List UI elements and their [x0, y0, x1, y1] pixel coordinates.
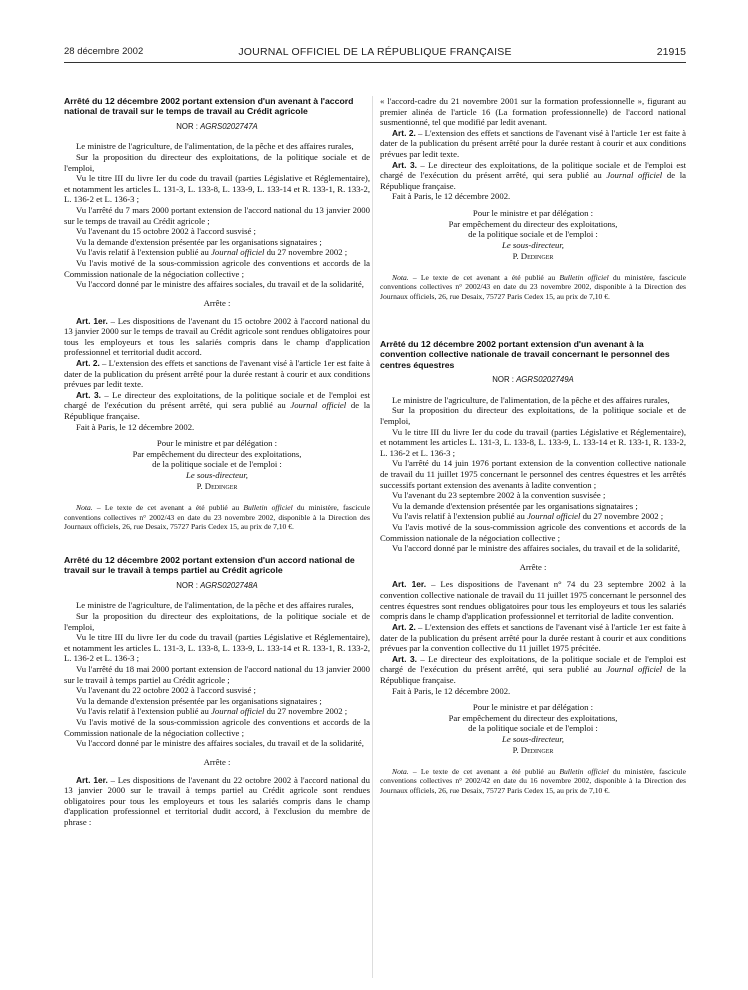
journal-ref: Journal officiel	[211, 247, 265, 258]
article-3	[380, 654, 686, 686]
paragraph: Le ministre de l'agriculture, de l'alimentation, de la pêche et des affaires rurales,	[76, 600, 354, 611]
article-text: – L'extension des effets et sanctions de l'avenant visé à l'article 1er est faite à dater de la publication du présent arrêté pour la durée restant à courir et aux conditions prévues par ledit texte.	[64, 357, 370, 390]
place-date: Fait à Paris, le 12 décembre 2002.	[76, 421, 195, 432]
nor-reference	[64, 122, 370, 132]
decree-1	[64, 96, 370, 531]
paragraph: Vu l'accord donné par le ministre des affaires sociales, du travail et de la solidarité,	[392, 543, 680, 554]
nota-text: – Le texte de cet avenant a été publié au	[92, 503, 244, 513]
bulletin-ref: Bulletin officiel	[559, 273, 609, 283]
paragraph: Vu l'avis motivé de la sous-commission agricole des conventions et accords de la Commission nationale de la négociation collective ;	[64, 258, 370, 279]
place-date: Fait à Paris, le 12 décembre 2002.	[392, 191, 511, 202]
article-2	[64, 358, 370, 390]
signature-line: Par empêchement du directeur des exploitations,	[448, 218, 618, 229]
article-label: Art. 3.	[392, 653, 417, 664]
article-text: – L'extension des effets et sanctions de l'avenant visé à l'article 1er est faite à dater de la publication du présent arrêté pour la durée restant à courir et aux conditions prévues par la convention collective du 11 juillet 1975 précitée.	[380, 621, 686, 654]
signature-block	[64, 438, 370, 491]
nor-code: AGRS0202747A	[200, 121, 258, 131]
section-spacer	[380, 301, 686, 339]
signature-line: Pour le ministre et par délégation :	[472, 702, 594, 713]
paragraph: Vu le titre III du livre Ier du code du travail (parties Législative et Réglementaire), et notamment les articles L. 131-3, L. 133-8, L. 133-9, L. 133-14 et R. 133-1, R. 133-2, L. 136-2 et L. 136-3 ;	[64, 173, 370, 205]
paragraph: Vu l'avis motivé de la sous-commission agricole des conventions et accords de la Commission nationale de la négociation collective ;	[64, 717, 370, 738]
article-label: Art. 1er.	[392, 579, 427, 590]
signature-line: Pour le ministre et par délégation :	[472, 208, 594, 219]
header-page-number: 21915	[656, 46, 686, 58]
section-spacer	[64, 531, 370, 555]
article-text: de la République française.	[380, 170, 686, 191]
signature-line: Pour le ministre et par délégation :	[156, 438, 278, 449]
nota-text: du ministère, fascicule conventions collectives n° 2002/43 en date du 23 novembre 2002, disponible à la Direction des Journaux officiels, 26, rue Desaix, 75727 Paris Cedex 15, au prix de 7,10 €.	[64, 503, 370, 531]
signatory-role: Le sous-directeur,	[502, 733, 564, 744]
arrete-heading: Arrête :	[519, 561, 547, 572]
article-text: – Les dispositions de l'avenant du 22 octobre 2002 à l'accord national du 13 janvier 2000 sur le travail à temps partiel au Crédit agricole sont rendues obligatoires pour tous les employeurs et tous les salariés compris dans le champ d'application professionnel et territorial dudit accord, à l'exclusion du membre de phrase :	[64, 774, 370, 827]
paragraph: Sur la proposition du directeur des exploitations, de la politique sociale et de l'emploi,	[380, 405, 686, 426]
right-column	[380, 96, 686, 978]
paragraph: Vu l'avenant du 15 octobre 2002 à l'accord susvisé ;	[76, 226, 256, 237]
article-label: Art. 1er.	[76, 315, 108, 326]
nor-reference	[380, 375, 686, 385]
paragraph: Vu l'avenant du 22 octobre 2002 à l'accord susvisé ;	[76, 685, 256, 696]
article-3	[64, 390, 370, 422]
article-text: – Les dispositions de l'avenant du 15 octobre 2002 à l'accord national du 13 janvier 2000 sur le temps de travail au Crédit agricole sont rendues obligatoires pour tous les employeurs et tous les salariés compris dans le champ d'application professionnel et territorial dudit accord.	[64, 315, 370, 358]
decree-title: Arrêté du 12 décembre 2002 portant extension d'un avenant à l'accord national de travail sur le temps de travail au Crédit agricole	[64, 96, 354, 117]
nota-text: – Le texte de cet avenant a été publié au	[408, 767, 560, 777]
paragraph: Le ministre de l'agriculture, de l'alimentation, de la pêche et des affaires rurales,	[392, 394, 670, 405]
continued-text: « l'accord-cadre du 21 novembre 2001 sur la formation professionnelle », figurant au premier alinéa de l'article 16 (La formation professionnelle) de l'accord national susmentionné, tel que modifié par ledit avenant.	[380, 96, 686, 128]
journal-ref: Journal officiel	[606, 170, 663, 181]
paragraph: Vu le titre III du livre Ier du code du travail (parties Législative et Réglementaire), et notamment les articles L. 131-3, L. 133-8, L. 133-9, L. 133-14 et R. 133-1, R. 133-2, L. 136-2 et L. 136-3 ;	[380, 426, 686, 458]
article-text: – L'extension des effets et sanctions de l'avenant visé à l'article 1er est faite à dater de la publication du présent arrêté pour la durée restant à courir et aux conditions prévues par ledit texte.	[380, 127, 686, 160]
paragraph: Sur la proposition du directeur des exploitations, de la politique sociale et de l'emploi,	[64, 611, 370, 632]
article-1	[64, 775, 370, 828]
decree-title: Arrêté du 12 décembre 2002 portant extension d'un accord national de travail sur le travail à temps partiel au Crédit agricole	[64, 555, 355, 576]
left-column	[64, 96, 370, 978]
nor-label: NOR :	[492, 375, 514, 385]
paragraph: Vu l'avenant du 23 septembre 2002 à la convention susvisée ;	[392, 490, 606, 501]
paragraph: Sur la proposition du directeur des exploitations, de la politique sociale et de l'emploi,	[64, 151, 370, 173]
journal-ref: Journal officiel	[290, 400, 347, 411]
article-label: Art. 2.	[392, 127, 416, 138]
decree-2-continued	[380, 96, 686, 301]
article-2	[380, 128, 686, 160]
text: du 27 novembre 2002 ;	[264, 706, 348, 717]
decree-title: Arrêté du 12 décembre 2002 portant extension d'un avenant à la convention collective nationale de travail concernant le personnel des centres équestres	[380, 338, 670, 370]
paragraph: Le ministre de l'agriculture, de l'alimentation, de la pêche et des affaires rurales,	[76, 141, 354, 152]
paragraph: Vu le titre III du livre Ier du code du travail (parties Législative et Réglementaire), et notamment les articles L. 131-3, L. 133-8, L. 133-9, L. 133-14 et R. 133-1, R. 133-2, L. 136-2 et L. 136-3 ;	[64, 632, 370, 664]
paragraph: Vu l'accord donné par le ministre des affaires sociales, du travail et de la solidarité,	[76, 279, 364, 290]
paragraph: Vu l'arrêté du 14 juin 1976 portant extension de la convention collective nationale de travail du 11 juillet 1975 concernant le personnel des centres équestres et les arrêtés successifs portant extension des avenants à ladite convention ;	[380, 458, 686, 490]
paragraph: Vu l'arrêté du 7 mars 2000 portant extension de l'accord national du 13 janvier 2000 sur le temps de travail au Crédit agricole ;	[64, 205, 370, 226]
article-1	[380, 579, 686, 621]
paragraph: Vu l'accord donné par le ministre des affaires sociales, du travail et de la solidarité,	[76, 738, 364, 749]
place-date: Fait à Paris, le 12 décembre 2002.	[392, 685, 511, 696]
paragraph: Vu la demande d'extension présentée par les organisations signataires ;	[76, 236, 322, 247]
signature-line: Par empêchement du directeur des exploitations,	[132, 448, 302, 459]
header-date: 28 décembre 2002	[64, 46, 144, 57]
text: Vu l'avis relatif à l'extension publié au	[76, 247, 212, 258]
nota-text: du ministère, fascicule conventions collectives n° 2002/43 en date du 23 novembre 2002, disponible à la Direction des Journaux officiels, 26, rue Desaix, 75727 Paris Cedex 15, au prix de 7,10 €.	[380, 273, 686, 301]
signature-line: de la politique sociale et de l'emploi :	[468, 229, 598, 240]
article-3	[380, 160, 686, 192]
paragraph: Vu l'avis motivé de la sous-commission agricole des conventions et accords de la Commission nationale de la négociation collective ;	[380, 522, 686, 543]
nota-text: – Le texte de cet avenant a été publié au	[408, 273, 560, 283]
nota-label: Nota.	[392, 273, 409, 283]
nor-label: NOR :	[176, 580, 198, 590]
signature-block	[380, 702, 686, 755]
article-text: – Le directeur des exploitations, de la politique sociale et de l'emploi est chargé de l'exécution du présent arrêté, qui sera publié au	[380, 159, 686, 181]
nor-code: AGRS0202749A	[516, 375, 574, 385]
bulletin-ref: Bulletin officiel	[559, 767, 609, 777]
nota-label: Nota.	[76, 503, 93, 513]
nor-code: AGRS0202748A	[200, 580, 258, 590]
article-text: – Le directeur des exploitations, de la politique sociale et de l'emploi est chargé de l'exécution du présent arrêté, qui sera publié au	[64, 389, 370, 411]
signatory-role: Le sous-directeur,	[186, 470, 248, 481]
article-1	[64, 316, 370, 358]
nor-label: NOR :	[176, 121, 198, 131]
decree-3	[380, 339, 686, 795]
article-label: Art. 3.	[76, 389, 101, 400]
header-rule	[64, 62, 686, 63]
article-label: Art. 1er.	[76, 774, 108, 785]
header-journal-title: JOURNAL OFFICIEL DE LA RÉPUBLIQUE FRANÇAISE	[238, 46, 512, 58]
paragraph: Vu la demande d'extension présentée par les organisations signataires ;	[76, 695, 322, 706]
text: du 27 novembre 2002 ;	[580, 511, 664, 522]
column-divider	[372, 96, 373, 978]
nor-reference	[64, 581, 370, 591]
text: Vu l'avis relatif à l'extension publié au	[76, 706, 212, 717]
paragraph	[64, 247, 370, 258]
signature-line: Par empêchement du directeur des exploitations,	[448, 712, 618, 723]
article-text: – Les dispositions de l'avenant n° 74 du 23 septembre 2002 à la convention collective nationale de travail du 11 juillet 1975 concernant le personnel des centres équestres sont rendues obligatoires pour tous les employeurs et tous les salariés compris dans le champ d'application professionnel et territorial de ladite convention.	[380, 579, 686, 622]
article-2	[380, 622, 686, 654]
decree-2	[64, 555, 370, 828]
signatory-role: Le sous-directeur,	[502, 239, 564, 250]
paragraph: Vu la demande d'extension présentée par les organisations signataires ;	[392, 500, 638, 511]
bulletin-ref: Bulletin officiel	[243, 503, 293, 513]
article-text: – Le directeur des exploitations, de la politique sociale et de l'emploi est chargé de l'exécution du présent arrêté, qui sera publié au	[380, 653, 686, 675]
article-label: Art. 3.	[392, 159, 417, 170]
signature-line: de la politique sociale et de l'emploi :	[468, 723, 598, 734]
nota	[64, 503, 370, 531]
signatory-name: P. Dedinger	[512, 744, 554, 755]
paragraph: Vu l'arrêté du 18 mai 2000 portant extension de l'accord national du 13 janvier 2000 sur le travail à temps partiel au Crédit agricole ;	[64, 664, 370, 685]
journal-ref: Journal officiel	[527, 511, 581, 522]
article-text: de la République française.	[380, 664, 686, 685]
nota-label: Nota.	[392, 767, 409, 777]
arrete-heading: Arrête :	[203, 756, 231, 767]
arrete-heading: Arrête :	[203, 297, 231, 308]
signature-block	[380, 208, 686, 261]
paragraph	[380, 511, 686, 522]
nota	[380, 767, 686, 795]
paragraph	[64, 706, 370, 717]
text: Vu l'avis relatif à l'extension publié au	[392, 511, 528, 522]
text: du 27 novembre 2002 ;	[264, 247, 348, 258]
signature-line: de la politique sociale et de l'emploi :	[152, 459, 282, 470]
nota-text: du ministère, fascicule conventions collectives n° 2002/42 en date du 16 novembre 2002, disponible à la Direction des Journaux officiels, 26, rue Desaix, 75727 Paris Cedex 15, au prix de 7,10 €.	[380, 767, 686, 795]
article-label: Art. 2.	[76, 357, 100, 368]
article-text: de la République française.	[64, 400, 370, 421]
journal-ref: Journal officiel	[211, 706, 265, 717]
journal-ref: Journal officiel	[606, 664, 663, 675]
signatory-name: P. Dedinger	[196, 480, 238, 491]
signatory-name: P. Dedinger	[512, 250, 554, 261]
article-label: Art. 2.	[392, 621, 416, 632]
nota	[380, 273, 686, 301]
